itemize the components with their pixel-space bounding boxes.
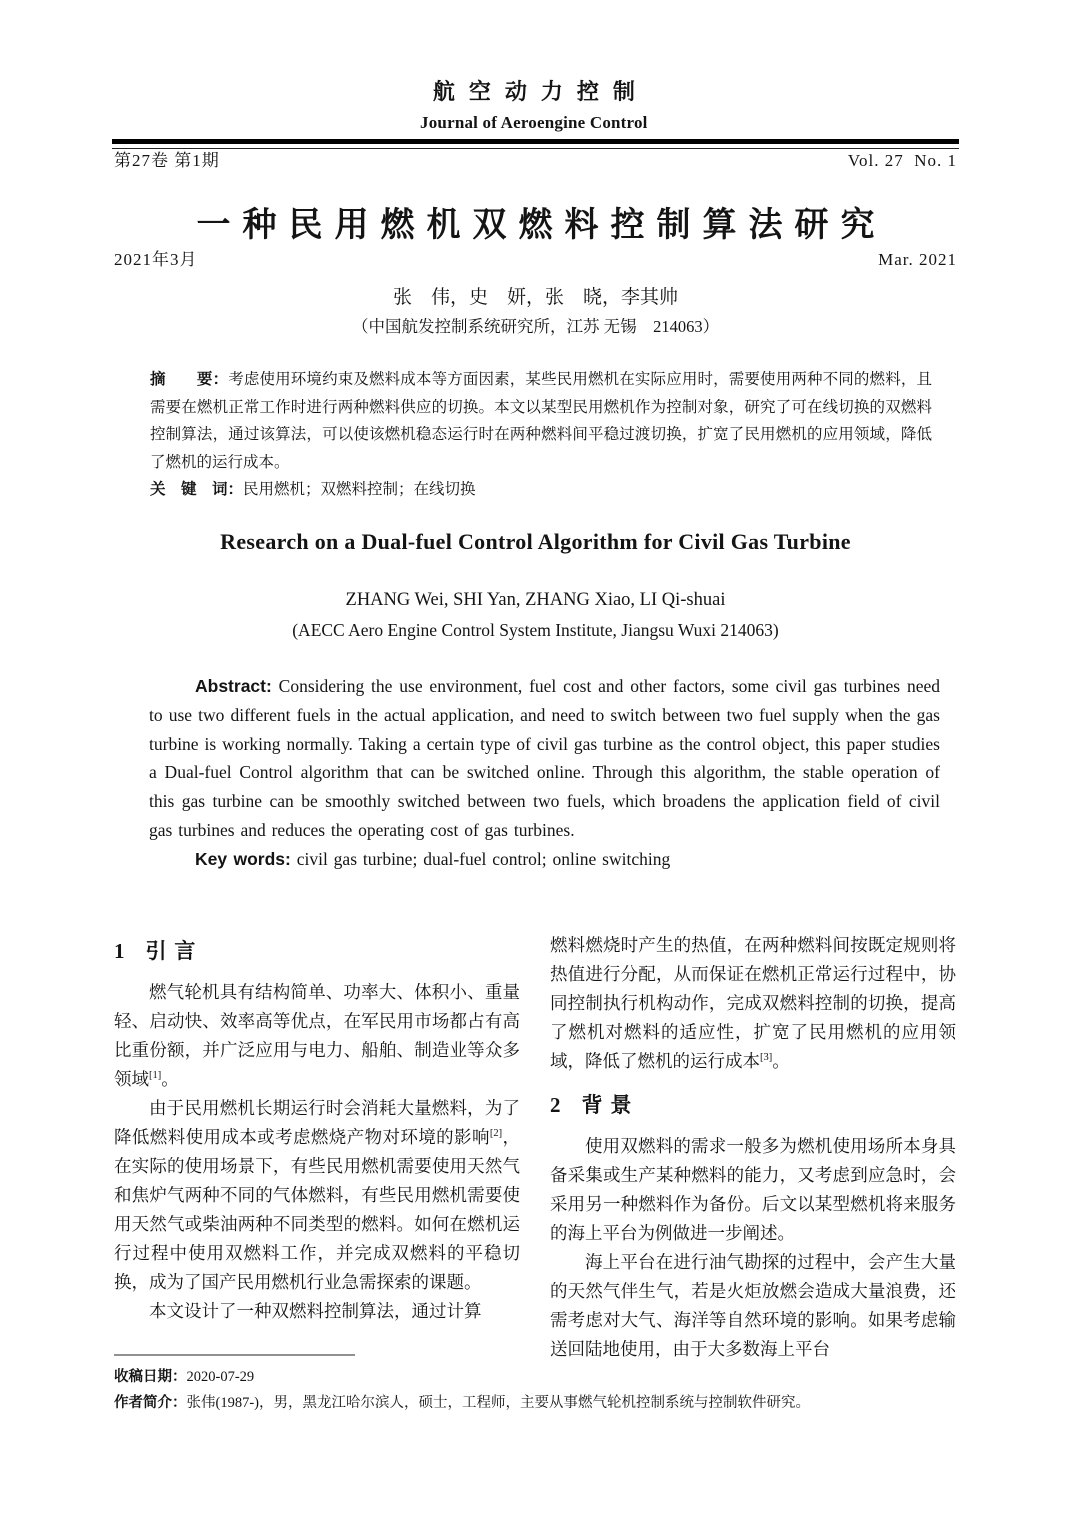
footnote-bio-line [114, 1390, 956, 1416]
section-heading-introduction [114, 937, 520, 966]
column-right [550, 931, 956, 1364]
section-title: 引 言 [145, 940, 197, 963]
footnote [114, 1354, 956, 1416]
citation-ref-3: [3] [760, 1052, 773, 1064]
volume-issue-en: Vol. 27 No. 1 [847, 151, 957, 170]
paragraph-text: 燃料燃烧时产生的热值，在两种燃料间按既定规则将热值进行分配，从而保证在燃机正常运行过程中，协同控制执行机构动作，完成双燃料控制的切换，提高了燃机对燃料的适应性，扩宽了民用燃机的应用领域，降低了燃机的运行成本 [550, 935, 956, 1071]
footnote-received-label: 收稿日期： [114, 1369, 187, 1385]
paragraph-text: 燃气轮机具有结构简单、功率大、体积小、重量轻、启动快、效率高等优点，在军民用市场都占有高比重份额，并广泛应用与电力、船舶、制造业等众多领域 [114, 982, 520, 1089]
abstract-en [149, 672, 940, 874]
article-affiliation-cn: （中国航发控制系统研究所，江苏 无锡 214063） [351, 317, 720, 336]
column-left [114, 931, 520, 1364]
journal-title-cn: 航空动力控制 [432, 79, 649, 104]
paragraph [114, 1094, 520, 1297]
keywords-cn-label: 关 键 词： [150, 481, 244, 498]
body-columns [114, 931, 956, 1364]
abstract-en-text: Considering the use environment, fuel cost and other factors, some civil gas turbines need to use two different fuels in the actual application, and need to switch between two fuel supply when the gas turbine is working normally. Taking a certain type of civil gas turbine as the control object, this paper studies a Dual-fuel Control algorithm that can be switched online. Through this algorithm, the stable operation of this gas turbine can be smoothly switched between two fuels, which broadens the application field of civil gas turbines and reduces the operating cost of gas turbines. [149, 676, 940, 840]
paragraph-text: ，在实际的使用场景下，有些民用燃机需要使用天然气和焦炉气两种不同的气体燃料，有些民用燃机需要使用天然气或柴油两种不同类型的燃料。如何在燃机运行过程中使用双燃料工作，并完成双燃料的平稳切换，成为了国产民用燃机行业急需探索的课题。 [114, 1127, 521, 1292]
issue-date-cn: 2021年3月 [114, 250, 198, 269]
section-title: 背 景 [581, 1094, 633, 1117]
footnote-bio-label: 作者简介： [114, 1395, 187, 1411]
keywords-en-label: Key words: [195, 848, 291, 869]
paragraph [550, 1132, 956, 1248]
paragraph-text: 使用双燃料的需求一般多为燃机使用场所本身具备采集或生产某种燃料的能力，又考虑到应急时，会采用另一种燃料作为备份。后文以某型燃机将来服务的海上平台为例做进一步阐述。 [550, 1136, 956, 1243]
footnote-received-line [114, 1364, 956, 1390]
article-authors-en: ZHANG Wei, SHI Yan, ZHANG Xiao, LI Qi-shuai [345, 590, 726, 610]
abstract-en-label: Abstract: [195, 676, 272, 696]
abstract-cn-paragraph [150, 366, 932, 476]
keywords-cn-line [150, 476, 932, 504]
article-authors-cn: 张 伟，史 妍，张 晓，李其帅 [392, 287, 678, 308]
paragraph-continuation [550, 931, 956, 1076]
abstract-cn [150, 366, 932, 504]
footnote-received-date: 2020-07-29 [186, 1369, 255, 1385]
section-heading-background [550, 1091, 956, 1120]
volume-issue-cn: 第27卷 第1期 [114, 151, 220, 170]
keywords-en-line [149, 845, 940, 874]
header-rule-thin [112, 148, 959, 149]
paragraph-text: 海上平台在进行油气勘探的过程中，会产生大量的天然气伴生气，若是火炬放燃会造成大量浪费，还需考虑对大气、海洋等自然环境的影响。如果考虑输送回陆地使用，由于大多数海上平台 [550, 1252, 956, 1359]
section-number: 1 [114, 939, 126, 963]
citation-ref-1: [1] [149, 1070, 162, 1082]
footnote-rule [114, 1354, 355, 1356]
abstract-cn-text: 考虑使用环境约束及燃料成本等方面因素，某些民用燃机在实际应用时，需要使用两种不同的燃料，且需要在燃机正常工作时进行两种燃料供应的切换。本文以某型民用燃机作为控制对象，研究了可在线切换的双燃料控制算法，通过该算法，可以使该燃机稳态运行时在两种燃料间平稳过渡切换，扩宽了民用燃机的应用领域，降低了燃机的运行成本。 [150, 371, 932, 471]
article-affiliation-en: (AECC Aero Engine Control System Institute, Jiangsu Wuxi 214063) [292, 620, 779, 640]
article-title-cn: 一种民用燃机双燃料控制算法研究 [196, 206, 887, 244]
footnote-bio-text: 张伟(1987-)，男，黑龙江哈尔滨人，硕士，工程师，主要从事燃气轮机控制系统与控制软件研究。 [186, 1395, 810, 1411]
keywords-en-text: civil gas turbine; dual-fuel control; online switching [290, 848, 671, 869]
abstract-en-paragraph [149, 672, 940, 845]
issue-date-en: Mar. 2021 [878, 250, 957, 269]
journal-title-en: Journal of Aeroengine Control [420, 113, 648, 132]
paragraph-text: 本文设计了一种双燃料控制算法，通过计算 [149, 1301, 482, 1321]
section-number: 2 [550, 1093, 562, 1117]
header-rule-thick [112, 139, 959, 144]
article-title-en: Research on a Dual-fuel Control Algorithm for Civil Gas Turbine [220, 529, 851, 554]
citation-ref-2: [2] [489, 1128, 503, 1140]
paragraph [550, 1248, 956, 1364]
paragraph-text: 。 [161, 1069, 179, 1089]
paragraph [114, 978, 520, 1094]
paragraph [114, 1297, 520, 1326]
keywords-cn-text: 民用燃机；双燃料控制；在线切换 [243, 481, 476, 498]
paragraph-text: 。 [772, 1051, 790, 1071]
abstract-cn-label: 摘 要： [150, 371, 229, 388]
paragraph-text: 由于民用燃机长期运行时会消耗大量燃料，为了降低燃料使用成本或考虑燃烧产物对环境的影响 [114, 1098, 520, 1147]
